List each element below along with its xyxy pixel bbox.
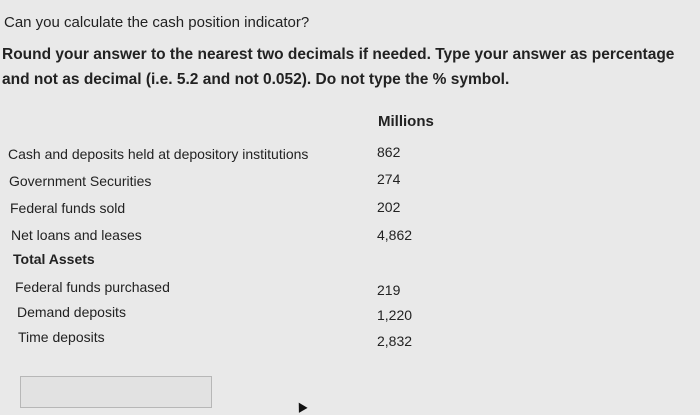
row-label-demand-deposits: Demand deposits xyxy=(17,304,126,320)
row-label-federal-funds-purchased: Federal funds purchased xyxy=(15,279,170,295)
mouse-cursor-icon xyxy=(294,400,307,413)
row-value-demand-deposits: 1,220 xyxy=(377,307,413,323)
row-value-federal-funds-sold: 202 xyxy=(377,199,401,215)
unit-header: Millions xyxy=(378,113,434,130)
row-label-time-deposits: Time deposits xyxy=(18,329,105,345)
row-label-federal-funds-sold: Federal funds sold xyxy=(10,200,126,216)
row-label-net-loans-leases: Net loans and leases xyxy=(11,227,142,243)
row-label-government-securities: Government Securities xyxy=(9,173,152,189)
row-value-cash-deposits: 862 xyxy=(377,144,401,160)
row-value-federal-funds-purchased: 219 xyxy=(377,282,401,298)
row-value-time-deposits: 2,832 xyxy=(377,333,413,349)
row-value-government-securities: 274 xyxy=(377,171,401,187)
answer-input[interactable] xyxy=(20,376,212,408)
row-label-cash-deposits: Cash and deposits held at depository institutions xyxy=(8,146,309,162)
row-label-total-assets: Total Assets xyxy=(13,251,95,267)
question-title: Can you calculate the cash position indicator? xyxy=(4,14,310,31)
row-value-net-loans-leases: 4,862 xyxy=(377,227,413,243)
question-instructions: Round your answer to the nearest two decimals if needed. Type your answer as percentage and not as decimal (i.e. 5.2 and not 0.052). Do not type the % symbol. xyxy=(2,46,675,88)
